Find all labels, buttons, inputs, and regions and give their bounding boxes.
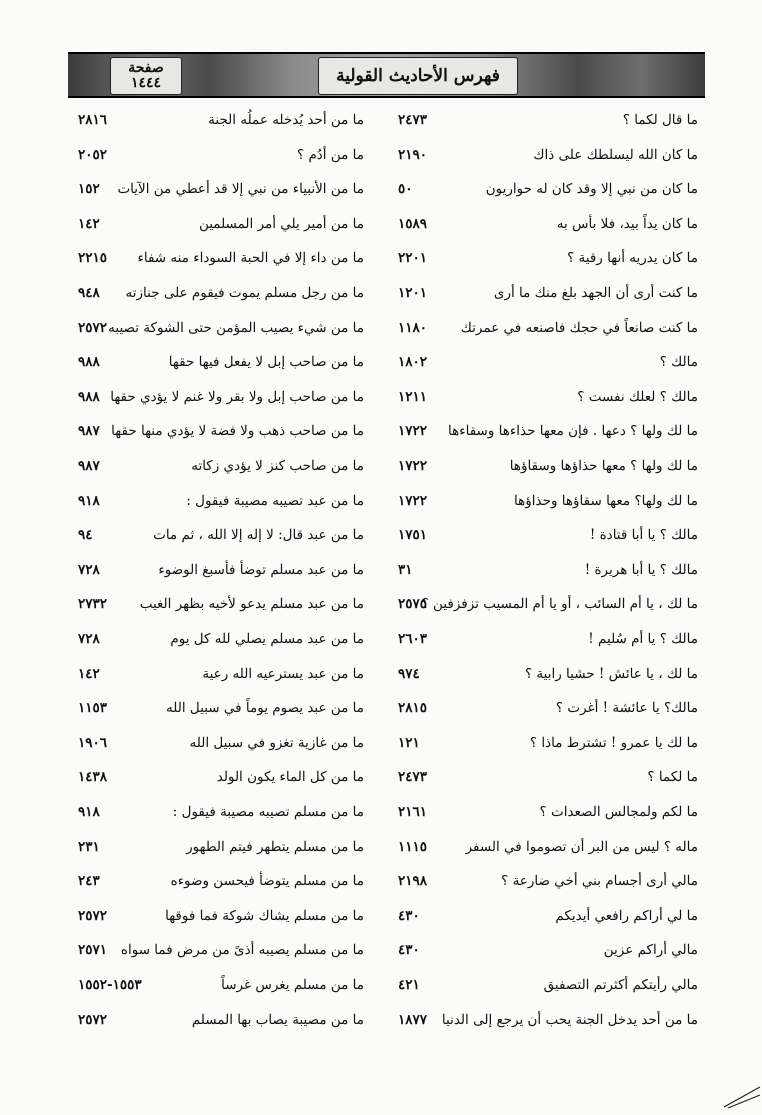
hadith-text-left: ما من عبد يسترعيه الله رعية bbox=[202, 665, 364, 682]
index-row bbox=[0, 839, 762, 873]
hadith-text-left: ما من صاحب كنز لا يؤدي زكاته bbox=[191, 458, 364, 474]
hadith-text-left: ما من عبد مسلم يصلي لله كل يوم bbox=[170, 631, 364, 647]
index-row bbox=[0, 320, 762, 354]
hadith-number-left: ٢٥٧٢ bbox=[78, 319, 108, 336]
hadith-number-left: ١٤٢ bbox=[78, 215, 100, 232]
hadith-number-left: ١٤٣٨ bbox=[78, 769, 108, 786]
hadith-number-left: ٢٥٧٢ bbox=[78, 1011, 108, 1028]
hadith-text-right: ما كان الله ليسلطك على ذاك bbox=[533, 146, 698, 163]
hadith-text-left: ما من أدُم ؟ bbox=[296, 146, 364, 163]
hadith-text-right: ما لك ولها؟ معها سقاؤها وحذاؤها bbox=[514, 492, 698, 509]
hadith-text-left: ما من مسلم يغرس غرساً bbox=[221, 977, 364, 993]
hadith-number-left: ٢٣١ bbox=[78, 838, 100, 855]
hadith-text-left: ما من داء إلا في الحبة السوداء منه شفاء bbox=[137, 250, 364, 267]
index-row bbox=[0, 181, 762, 215]
hadith-number-left: ٩٤ bbox=[78, 527, 93, 544]
hadith-text-right: مالك ؟ يا أبا قتادة ! bbox=[589, 527, 698, 544]
hadith-text-right: ما كان يدريه أنها رقية ؟ bbox=[567, 250, 698, 267]
hadith-number-left: ٢٨١٦ bbox=[78, 112, 108, 128]
hadith-text-right: ما كنت أرى أن الجهد بلغ منك ما أرى bbox=[493, 285, 698, 301]
hadith-text-left: ما من مسلم يصيبه أذىً من مرض فما سواه bbox=[120, 942, 364, 959]
index-row bbox=[0, 908, 762, 942]
index-row bbox=[0, 389, 762, 423]
hadith-number-left: ٢٢١٥ bbox=[78, 250, 108, 267]
hadith-number-right: ١٨٧٧ bbox=[398, 1011, 428, 1028]
hadith-number-right: ١٧٢٢ bbox=[398, 458, 428, 474]
index-row bbox=[0, 942, 762, 976]
hadith-text-left: ما من أحد يُدخله عملُه الجنة bbox=[208, 112, 364, 128]
page-label: صفحة bbox=[128, 60, 164, 77]
hadith-text-left: ما من صاحب ذهب ولا فضة لا يؤدي منها حقها bbox=[111, 423, 364, 440]
hadith-number-left: ١٩٠٦ bbox=[78, 734, 108, 751]
hadith-text-right: ما لك يا عمرو ! تشترط ماذا ؟ bbox=[529, 734, 698, 751]
hadith-number-right: ٢٤٧٣ bbox=[398, 112, 428, 128]
index-row bbox=[0, 700, 762, 734]
hadith-number-left: ٢٠٥٢ bbox=[78, 146, 108, 163]
hadith-text-right: مالك ؟ لعلك نفست ؟ bbox=[577, 388, 698, 405]
hadith-text-left: ما من مسلم تصيبه مصيبة فيقول : bbox=[172, 804, 364, 820]
hadith-text-left: ما من عبد مسلم توضأ فأسبغ الوضوء bbox=[158, 561, 364, 578]
hadith-number-left: ٩٨٨ bbox=[78, 354, 100, 371]
index-row bbox=[0, 250, 762, 284]
hadith-number-right: ٢١٩٨ bbox=[398, 873, 428, 890]
hadith-number-left: ١٥٢ bbox=[78, 181, 100, 198]
index-row bbox=[0, 493, 762, 527]
hadith-text-left: ما من عبد يصوم يوماً في سبيل الله bbox=[166, 700, 364, 717]
hadith-number-left: ٢٧٣٢ bbox=[78, 596, 108, 613]
hadith-number-right: ١٧٥١ bbox=[398, 527, 428, 544]
hadith-text-left: ما من رجل مسلم يموت فيقوم على جنازته bbox=[125, 285, 364, 301]
hadith-number-right: ١٢١ bbox=[398, 734, 420, 751]
hadith-number-left: ٢٤٣ bbox=[78, 873, 100, 890]
hadith-number-left: ٩٤٨ bbox=[78, 285, 100, 301]
hadith-text-right: ما كان من نبي إلا وقد كان له حواريون bbox=[485, 181, 698, 198]
hadith-number-left: ٩٨٨ bbox=[78, 388, 100, 405]
hadith-number-right: ١٨٠٢ bbox=[398, 354, 428, 371]
hadith-number-left: ١٥٥٣-١٥٥٢ bbox=[78, 977, 142, 993]
hadith-number-left: ٩٨٧ bbox=[78, 458, 100, 474]
hadith-number-right: ٢١٦١ bbox=[398, 804, 428, 820]
index-row bbox=[0, 804, 762, 838]
hadith-text-right: ما كان يداً بيد، فلا بأس به bbox=[556, 215, 698, 232]
hadith-number-left: ٩١٨ bbox=[78, 492, 100, 509]
hadith-text-right: ما قال لكما ؟ bbox=[622, 112, 698, 128]
index-row bbox=[0, 216, 762, 250]
hadith-number-left: ١١٥٣ bbox=[78, 700, 108, 717]
index-row bbox=[0, 873, 762, 907]
hadith-number-right: ١٢١١ bbox=[398, 388, 428, 405]
index-row bbox=[0, 666, 762, 700]
hadith-text-right: ما لك ولها ؟ معها حذاؤها وسقاؤها bbox=[509, 458, 698, 474]
hadith-number-left: ٢٥٧١ bbox=[78, 942, 108, 959]
page-number: ١٤٤٤ bbox=[130, 75, 162, 91]
hadith-text-left: ما من الأنبياء من نبي إلا قد أعطي من الآيات bbox=[117, 181, 364, 198]
index-row bbox=[0, 977, 762, 1011]
hadith-text-left: ما من مسلم يشاك شوكة فما فوقها bbox=[165, 907, 364, 924]
hadith-text-right: ماله ؟ ليس من البر أن تصوموا في السفر bbox=[465, 838, 698, 855]
hadith-text-left: ما من مسلم يتطهر فيتم الطهور bbox=[186, 838, 364, 855]
hadith-text-right: ما كنت صانعاً في حجك فاصنعه في عمرتك bbox=[460, 319, 698, 336]
index-row bbox=[0, 527, 762, 561]
hadith-number-right: ٤٣٠ bbox=[398, 942, 420, 959]
hadith-text-right: ما لك ولها ؟ دعها . فإن معها حذاءها وسقاءها bbox=[448, 423, 698, 440]
index-row bbox=[0, 1012, 762, 1046]
hadith-text-left: ما من مصيبة يصاب بها المسلم bbox=[191, 1011, 364, 1028]
index-row bbox=[0, 596, 762, 630]
hadith-text-left: ما من غازية تغزو في سبيل الله bbox=[189, 734, 364, 751]
index-row bbox=[0, 735, 762, 769]
index-title: فهرس الأحاديث القولية bbox=[318, 57, 518, 95]
hadith-text-right: مالك ؟ يا أبا هريرة ! bbox=[584, 561, 698, 578]
hadith-text-right: ما لي أراكم رافعي أيديكم bbox=[555, 907, 698, 924]
hadith-text-left: ما من شيء يصيب المؤمن حتى الشوكة تصيبه bbox=[108, 319, 364, 336]
hadith-text-right: مالي رأيتكم أكثرتم التصفيق bbox=[543, 977, 698, 993]
hadith-text-right: مالك ؟ يا أم سُليم ! bbox=[588, 631, 698, 647]
index-row bbox=[0, 562, 762, 596]
hadith-number-right: ١١١٥ bbox=[398, 838, 428, 855]
index-row bbox=[0, 285, 762, 319]
hadith-number-right: ٢٥٧٥ bbox=[398, 596, 428, 613]
hadith-number-right: ١٧٢٢ bbox=[398, 492, 428, 509]
hadith-text-left: ما من كل الماء يكون الولد bbox=[216, 769, 364, 786]
hadith-number-right: ٢٦٠٣ bbox=[398, 631, 428, 647]
index-row bbox=[0, 423, 762, 457]
hadith-text-right: مالي أرى أجسام بني أخي ضارعة ؟ bbox=[501, 873, 698, 890]
hadith-number-right: ٩٧٤ bbox=[398, 665, 420, 682]
hadith-number-right: ٣١ bbox=[398, 561, 413, 578]
hadith-text-left: ما من عبد تصيبه مصيبة فيقول : bbox=[186, 492, 364, 509]
hadith-text-left: ما من أمير يلي أمر المسلمين bbox=[198, 215, 364, 232]
hadith-number-right: ١٧٢٢ bbox=[398, 423, 428, 440]
hadith-text-right: ما لك ، يا أم السائب ، أو يا أم المسيب تزفزفين ؟ bbox=[421, 596, 698, 613]
hadith-text-left: ما من عبد مسلم يدعو لأخيه بظهر الغيب bbox=[139, 596, 364, 613]
index-row bbox=[0, 458, 762, 492]
hadith-text-right: ما لك ، يا عائش ! حشيا رابية ؟ bbox=[524, 665, 698, 682]
corner-mark bbox=[722, 1083, 762, 1109]
hadith-number-right: ١٢٠١ bbox=[398, 285, 428, 301]
hadith-text-left: ما من مسلم يتوضأ فيحسن وضوءه bbox=[170, 873, 364, 890]
hadith-text-right: مالك؟ يا عائشة ! أغرت ؟ bbox=[555, 700, 698, 717]
hadith-text-right: مالي أراكم عزين bbox=[603, 942, 698, 959]
index-row bbox=[0, 147, 762, 181]
hadith-number-left: ٧٢٨ bbox=[78, 561, 100, 578]
hadith-number-left: ٢٥٧٢ bbox=[78, 907, 108, 924]
hadith-number-left: ٩١٨ bbox=[78, 804, 100, 820]
hadith-text-right: ما لكم ولمجالس الصعدات ؟ bbox=[539, 804, 698, 820]
hadith-number-left: ١٤٢ bbox=[78, 665, 100, 682]
hadith-number-right: ٢٢٠١ bbox=[398, 250, 428, 267]
hadith-text-left: ما من صاحب إبل لا يفعل فيها حقها bbox=[168, 354, 364, 371]
hadith-text-left: ما من عبد قال: لا إله إلا الله ، ثم مات bbox=[153, 527, 364, 544]
hadith-number-left: ٩٨٧ bbox=[78, 423, 100, 440]
hadith-number-right: ٢١٩٠ bbox=[398, 146, 428, 163]
index-row bbox=[0, 112, 762, 146]
hadith-text-left: ما من صاحب إبل ولا بقر ولا غنم لا يؤدي حقها bbox=[110, 388, 364, 405]
hadith-text-right: مالك ؟ bbox=[659, 354, 698, 371]
hadith-number-right: ٤٢١ bbox=[398, 977, 420, 993]
hadith-text-right: ما من أحد يدخل الجنة يحب أن يرجع إلى الدنيا bbox=[441, 1011, 698, 1028]
hadith-number-left: ٧٢٨ bbox=[78, 631, 100, 647]
hadith-number-right: ٤٣٠ bbox=[398, 907, 420, 924]
hadith-number-right: ١٥٨٩ bbox=[398, 215, 428, 232]
index-row bbox=[0, 354, 762, 388]
index-row bbox=[0, 769, 762, 803]
hadith-number-right: ٢٨١٥ bbox=[398, 700, 428, 717]
hadith-number-right: ٢٤٧٣ bbox=[398, 769, 428, 786]
hadith-text-right: ما لكما ؟ bbox=[647, 769, 698, 786]
index-row bbox=[0, 631, 762, 665]
hadith-number-right: ٥٠ bbox=[398, 181, 413, 198]
hadith-number-right: ١١٨٠ bbox=[398, 319, 428, 336]
